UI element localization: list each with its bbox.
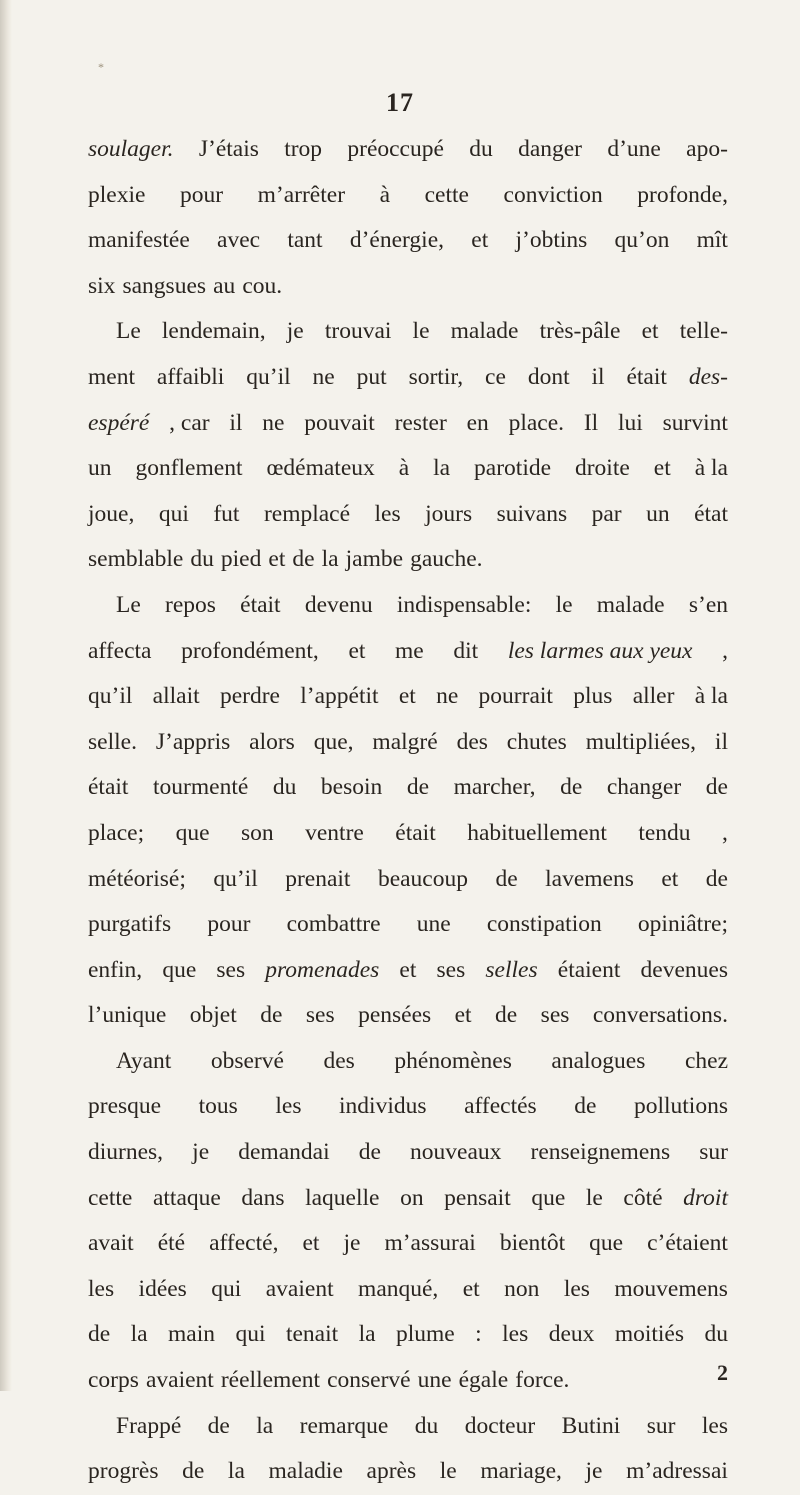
- word: conviction: [503, 181, 603, 208]
- text-line: [88, 537, 728, 583]
- word: plume: [395, 1321, 455, 1348]
- signature-number: 2: [717, 1360, 728, 1385]
- word: pensait: [444, 1184, 511, 1211]
- word: ne: [262, 409, 285, 436]
- word: non: [504, 1275, 540, 1302]
- word: le: [412, 318, 430, 345]
- word: des: [323, 1047, 355, 1074]
- word: Le: [116, 591, 141, 618]
- word: sortir,: [408, 363, 464, 390]
- word: conversations.: [592, 1002, 728, 1029]
- word: indispensable:: [396, 591, 532, 618]
- signature-mark: [0, 1360, 800, 1386]
- word: les: [374, 500, 401, 527]
- word: avaient: [265, 1275, 334, 1302]
- word: bientôt: [499, 1230, 566, 1257]
- word: pensées: [358, 1002, 432, 1029]
- text-line: [88, 720, 728, 766]
- word: était: [626, 363, 667, 390]
- word: au: [213, 272, 236, 299]
- word: et: [399, 956, 417, 983]
- word: devenu: [304, 591, 373, 618]
- word: qui: [211, 1275, 242, 1302]
- word: remplacé: [263, 500, 351, 527]
- word: les: [701, 1412, 728, 1439]
- word: pied: [220, 546, 262, 573]
- word: parotide: [474, 455, 552, 482]
- text-line: [88, 583, 728, 629]
- text-line: [88, 127, 728, 173]
- word: multipliées,: [585, 728, 697, 755]
- word: ses: [436, 956, 466, 983]
- word: et: [454, 1002, 472, 1029]
- word: moitiés: [614, 1321, 685, 1348]
- word: de: [574, 1093, 597, 1120]
- word: trop: [284, 136, 323, 162]
- word: habituellement: [467, 819, 607, 846]
- word: il: [591, 363, 605, 390]
- word: les: [88, 1275, 115, 1302]
- word: pouvait: [304, 409, 375, 436]
- word: alors: [249, 728, 295, 755]
- text-line: [88, 993, 728, 1039]
- word: Ayant: [116, 1047, 172, 1074]
- word: progrès: [88, 1458, 159, 1485]
- word: profonde,: [637, 181, 728, 208]
- word: changer: [606, 774, 682, 801]
- word: la: [256, 1412, 274, 1439]
- word: tous: [198, 1093, 238, 1120]
- word: qu’il: [88, 683, 133, 710]
- word: objet: [189, 1002, 237, 1029]
- word: je: [286, 318, 304, 345]
- word: gauche.: [410, 546, 483, 573]
- word: profondément,: [181, 637, 319, 664]
- word: que: [531, 1184, 566, 1211]
- word: et: [302, 1230, 320, 1257]
- word: qu’on: [614, 227, 670, 254]
- word: de: [182, 1458, 205, 1485]
- word: son: [240, 819, 274, 846]
- word: manqué,: [358, 1275, 439, 1302]
- word: ,: [722, 637, 728, 664]
- text-line: [88, 857, 728, 903]
- word: très-pâle: [539, 318, 621, 345]
- word: survint: [662, 409, 728, 436]
- word: pour: [207, 911, 251, 938]
- word: nouveaux: [410, 1139, 502, 1166]
- word: de: [260, 1002, 283, 1029]
- word: était: [88, 774, 129, 801]
- word: avaient: [145, 1367, 214, 1394]
- word: observé: [210, 1047, 284, 1074]
- word: opiniâtre;: [637, 911, 728, 938]
- word: enfin,: [88, 956, 143, 983]
- word: manifestée: [88, 227, 190, 254]
- text-line: [88, 173, 728, 219]
- word: œdémateux: [266, 455, 375, 482]
- word: tant: [287, 227, 323, 254]
- word: et: [661, 865, 679, 892]
- page-binding-edge: [0, 0, 12, 1391]
- word: :: [475, 1321, 482, 1348]
- word: jambe: [345, 546, 404, 573]
- word: état: [694, 500, 728, 527]
- word: put: [356, 363, 387, 390]
- word: sangsues: [122, 272, 207, 299]
- word: laquelle: [305, 1184, 380, 1211]
- word: mît: [696, 227, 728, 254]
- text-line: [88, 218, 728, 264]
- word: à: [398, 455, 410, 482]
- word: selles: [485, 956, 538, 983]
- word: place.: [508, 409, 565, 436]
- word: le: [585, 1184, 603, 1211]
- word: diurnes,: [88, 1139, 164, 1166]
- text-line: [88, 674, 728, 720]
- word: apo-: [686, 136, 728, 162]
- word: gonflement: [135, 455, 243, 482]
- text-line: [88, 1130, 728, 1176]
- word: selle.: [88, 728, 137, 755]
- word: une: [417, 1367, 452, 1394]
- word: météorisé;: [88, 865, 186, 892]
- word: qui: [158, 500, 189, 527]
- word: en: [466, 409, 489, 436]
- word: suivans: [496, 500, 568, 527]
- word: il: [714, 728, 728, 755]
- word: presque: [88, 1093, 162, 1120]
- word: la: [321, 546, 339, 573]
- word: de: [358, 1139, 381, 1166]
- word: et: [653, 455, 671, 482]
- word: joue,: [88, 500, 135, 527]
- word: ses: [540, 1002, 570, 1029]
- word: maladie: [268, 1458, 343, 1485]
- word: un: [646, 500, 670, 527]
- word: du: [704, 1321, 728, 1348]
- word: par: [591, 500, 622, 527]
- word: du: [414, 1412, 439, 1439]
- word: je: [192, 1139, 210, 1166]
- text-line: [88, 948, 728, 994]
- word: le: [439, 1458, 457, 1485]
- word: on: [400, 1184, 424, 1211]
- word: m’arrêter: [257, 181, 346, 208]
- word: prenait: [285, 865, 351, 892]
- word: force.: [515, 1367, 570, 1394]
- word: rester: [394, 409, 447, 436]
- word: six: [88, 272, 116, 299]
- word: était: [395, 819, 436, 846]
- word: après: [366, 1458, 417, 1485]
- word: fut: [213, 500, 240, 527]
- word: d’une: [607, 136, 661, 162]
- word: du: [272, 774, 297, 801]
- word: chutes: [506, 728, 567, 755]
- text-line: [88, 1221, 728, 1267]
- word: de: [705, 865, 728, 892]
- body-text: [88, 127, 728, 1495]
- word: à la: [694, 455, 728, 482]
- word: c’étaient: [647, 1230, 728, 1257]
- word: tendu: [638, 819, 691, 846]
- word: Butini: [561, 1412, 621, 1439]
- word: et: [641, 318, 659, 345]
- word: tourmenté: [153, 774, 249, 801]
- word: renseignemens: [530, 1139, 671, 1166]
- word: et: [268, 546, 286, 573]
- word: étaient: [557, 956, 621, 983]
- word: que: [589, 1230, 624, 1257]
- word: dit: [453, 637, 479, 664]
- word: mariage,: [480, 1458, 562, 1485]
- word: marcher,: [453, 774, 536, 801]
- word: ne: [436, 683, 459, 710]
- word: place;: [88, 819, 145, 846]
- word: beaucoup: [377, 865, 468, 892]
- word: allait: [152, 683, 200, 710]
- word: affectés: [464, 1093, 537, 1120]
- word: combattre: [286, 911, 381, 938]
- word: plexie: [88, 181, 146, 208]
- word: repos: [165, 591, 216, 618]
- word: il: [229, 409, 243, 436]
- word: côté: [623, 1184, 663, 1211]
- word: qui: [235, 1321, 266, 1348]
- word: Il: [583, 409, 599, 436]
- text-line: [88, 355, 728, 401]
- word: danger: [518, 136, 582, 162]
- word: plus: [573, 683, 613, 710]
- text-line: [88, 1404, 728, 1450]
- word: un: [88, 455, 112, 482]
- word: purgatifs: [88, 911, 172, 938]
- word: droite: [574, 455, 630, 482]
- word: de: [705, 774, 728, 801]
- word: la: [130, 1321, 148, 1348]
- word: les: [563, 1275, 590, 1302]
- word: du: [190, 546, 214, 573]
- word: été: [157, 1230, 186, 1257]
- word: affaibli: [156, 363, 225, 390]
- word: Le: [116, 318, 141, 345]
- word: cette: [88, 1184, 133, 1211]
- word: de: [88, 1321, 111, 1348]
- word: telle-: [679, 318, 728, 345]
- word: idées: [138, 1275, 187, 1302]
- word: J’appris: [155, 728, 231, 755]
- word: de: [406, 774, 430, 801]
- word: cou.: [242, 272, 283, 299]
- word: remarque: [299, 1412, 389, 1439]
- page-number: 17: [386, 88, 414, 117]
- word: demandai: [238, 1139, 330, 1166]
- text-line: [88, 1267, 728, 1313]
- word: jours: [425, 500, 473, 527]
- word: je: [585, 1458, 603, 1485]
- word: dans: [241, 1184, 285, 1211]
- word: qu’il: [213, 865, 258, 892]
- text-line: [88, 1039, 728, 1085]
- word: le: [555, 591, 573, 618]
- word: préoccupé: [347, 136, 444, 162]
- word: d’énergie,: [349, 227, 445, 254]
- text-line: [88, 1449, 728, 1495]
- text-line: [88, 1084, 728, 1130]
- word: égale: [458, 1367, 509, 1394]
- word: la: [433, 455, 451, 482]
- word: constipation: [486, 911, 602, 938]
- word: lui: [618, 409, 643, 436]
- text-line: [88, 309, 728, 355]
- text-line: [88, 902, 728, 948]
- word: et: [398, 683, 416, 710]
- word: analogues: [551, 1047, 646, 1074]
- word: affecté,: [209, 1230, 279, 1257]
- word: malgré: [372, 728, 438, 755]
- word: pollutions: [633, 1093, 728, 1120]
- word: l’appétit: [300, 683, 379, 710]
- text-line: [88, 264, 728, 310]
- word: droit: [683, 1184, 728, 1211]
- word: sur: [699, 1139, 728, 1166]
- word: des-: [688, 363, 728, 390]
- word: espéré: [88, 409, 150, 436]
- word: la: [358, 1321, 376, 1348]
- word: les: [275, 1093, 302, 1120]
- word: de: [495, 1002, 518, 1029]
- word: cette: [424, 181, 469, 208]
- word: docteur: [464, 1412, 536, 1439]
- word: deux: [548, 1321, 595, 1348]
- word: s’en: [688, 591, 728, 618]
- word: trouvai: [324, 318, 392, 345]
- word: malade: [596, 591, 665, 618]
- text-line: [88, 1176, 728, 1222]
- word: besoin: [320, 774, 383, 801]
- word: du: [469, 136, 493, 162]
- word: l’unique: [88, 1002, 167, 1029]
- word: avec: [217, 227, 261, 254]
- word: devenues: [640, 956, 728, 983]
- word: malade: [450, 318, 519, 345]
- word: attaque: [152, 1184, 221, 1211]
- word: m’adressai: [626, 1458, 728, 1485]
- word: des: [456, 728, 488, 755]
- word: individus: [339, 1093, 427, 1120]
- word: de: [207, 1412, 230, 1439]
- word: affecta: [88, 637, 152, 664]
- word: qu’il: [246, 363, 291, 390]
- word: pourrait: [478, 683, 553, 710]
- text-line: [88, 811, 728, 857]
- word: semblable: [88, 546, 184, 573]
- word: ses: [305, 1002, 335, 1029]
- word: ment: [88, 363, 135, 390]
- printer-mark: *: [98, 60, 104, 74]
- text-line: [88, 401, 728, 447]
- word: les: [502, 1321, 529, 1348]
- word: pour: [179, 181, 224, 208]
- word: sur: [646, 1412, 676, 1439]
- word: mouvemens: [614, 1275, 728, 1302]
- word: lendemain,: [161, 318, 266, 345]
- word: aller: [632, 683, 675, 710]
- word: main: [168, 1321, 216, 1348]
- word: avait: [88, 1230, 134, 1257]
- word: que,: [313, 728, 354, 755]
- word: et: [348, 637, 366, 664]
- word: à: [379, 181, 391, 208]
- word: de: [292, 546, 315, 573]
- word: et: [471, 227, 489, 254]
- word: à la: [694, 683, 728, 710]
- word: de: [495, 865, 518, 892]
- text-line: [88, 1312, 728, 1358]
- word: m’assurai: [384, 1230, 476, 1257]
- word: soulager.: [88, 136, 174, 162]
- word: la: [227, 1458, 245, 1485]
- text-line: [88, 492, 728, 538]
- word: je: [343, 1230, 361, 1257]
- word: me: [395, 637, 424, 664]
- word: corps: [88, 1367, 139, 1394]
- word: ventre: [305, 819, 364, 846]
- word: tenait: [285, 1321, 339, 1348]
- word: ne: [312, 363, 335, 390]
- word: lavemens: [545, 865, 634, 892]
- word: de: [560, 774, 583, 801]
- word: ses: [216, 956, 246, 983]
- word: réellement: [220, 1367, 321, 1394]
- word: que: [175, 819, 210, 846]
- word: j’obtins: [515, 227, 588, 254]
- word: une: [416, 911, 451, 938]
- text-line: [88, 446, 728, 492]
- word: , car: [169, 409, 210, 436]
- word: phénomènes: [394, 1047, 512, 1074]
- word: était: [240, 591, 281, 618]
- text-line: [88, 629, 728, 675]
- word: chez: [684, 1047, 728, 1074]
- word: promenades: [265, 956, 380, 983]
- word: ce: [485, 363, 506, 390]
- word: et: [462, 1275, 480, 1302]
- word: que: [162, 956, 197, 983]
- word: conservé: [327, 1367, 411, 1394]
- word: dont: [527, 363, 570, 390]
- word: perdre: [219, 683, 280, 710]
- word: Frappé: [116, 1412, 182, 1439]
- word: les larmes aux yeux: [507, 637, 693, 664]
- word: ,: [722, 819, 728, 846]
- text-line: [88, 765, 728, 811]
- word: J’étais: [198, 136, 259, 162]
